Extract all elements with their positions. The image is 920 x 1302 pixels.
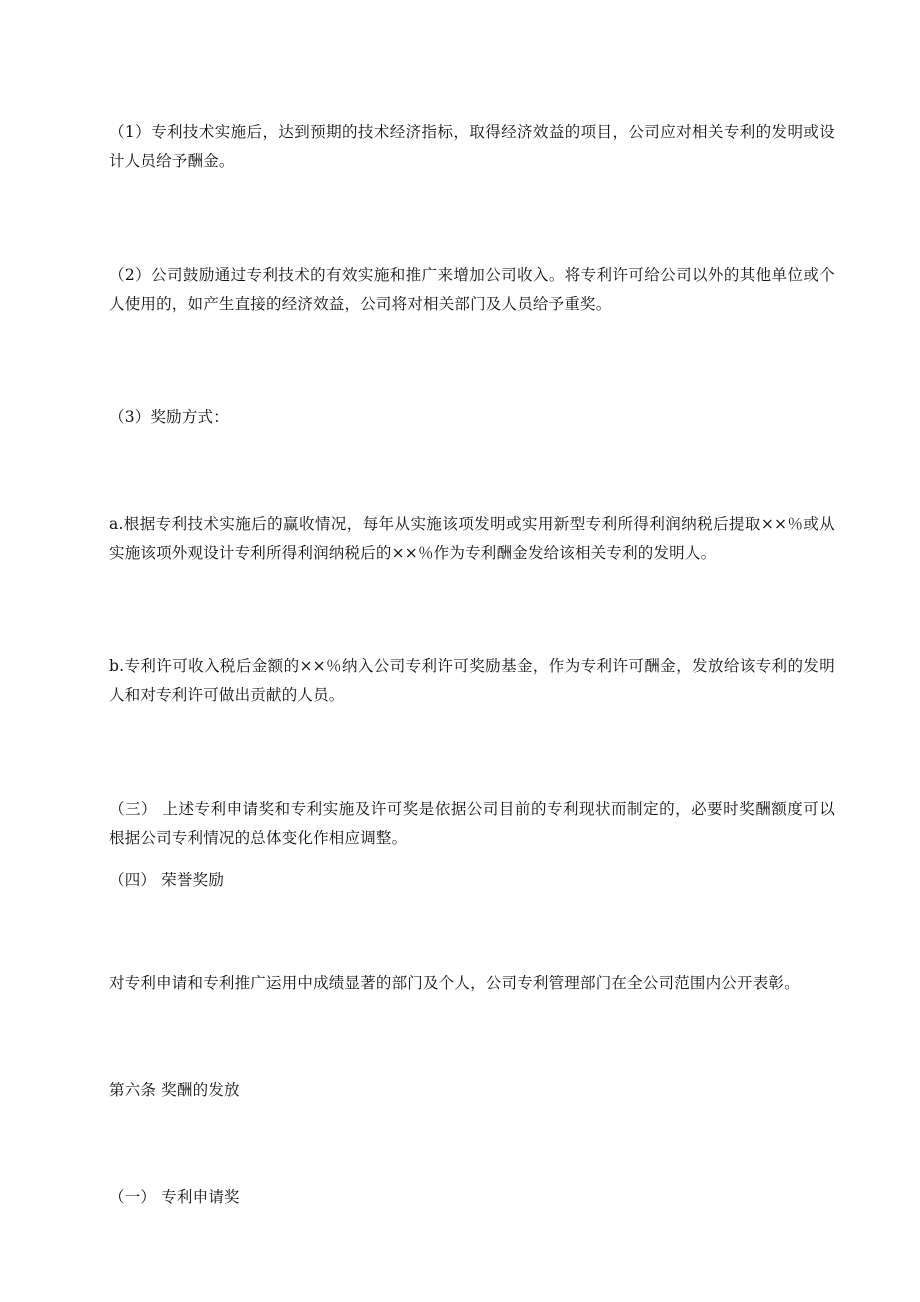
paragraph-inventor-remuneration: （1）专利技术实施后，达到预期的技术经济指标，取得经济效益的项目，公司应对相关专利的发明或设计人员给予酬金。 bbox=[109, 123, 835, 170]
paragraph-section-four-heading: （四） 荣誉奖励 bbox=[109, 871, 225, 889]
paragraph-reward-method-b: b.专利许可收入税后金额的××％纳入公司专利许可奖励基金，作为专利许可酬金，发放给该专利的发明人和对专利许可做出贡献的人员。 bbox=[109, 657, 835, 704]
paragraph-reward-method-a: a.根据专利技术实施后的赢收情况，每年从实施该项发明或实用新型专利所得利润纳税后提取××％或从实施该项外观设计专利所得利润纳税后的××％作为专利酬金发给该相关专利的发明人。 bbox=[109, 515, 835, 562]
paragraph-license-reward: （2）公司鼓励通过专利技术的有效实施和推广来增加公司收入。将专利许可给公司以外的其他单位或个人使用的，如产生直接的经济效益，公司将对相关部门及人员给予重奖。 bbox=[109, 266, 835, 313]
paragraph-section-three: （三） 上述专利申请奖和专利实施及许可奖是依据公司目前的专利现状而制定的，必要时奖酬额度可以根据公司专利情况的总体变化作相应调整。 bbox=[109, 800, 835, 847]
paragraph-honor-reward: 对专利申请和专利推广运用中成绩显著的部门及个人，公司专利管理部门在全公司范围内公开表彰。 bbox=[109, 974, 800, 992]
subsection-one-heading: （一） 专利申请奖 bbox=[109, 1188, 240, 1206]
paragraph-reward-method-heading: （3）奖励方式： bbox=[109, 408, 229, 426]
article-six-heading: 第六条 奖酬的发放 bbox=[109, 1081, 240, 1099]
